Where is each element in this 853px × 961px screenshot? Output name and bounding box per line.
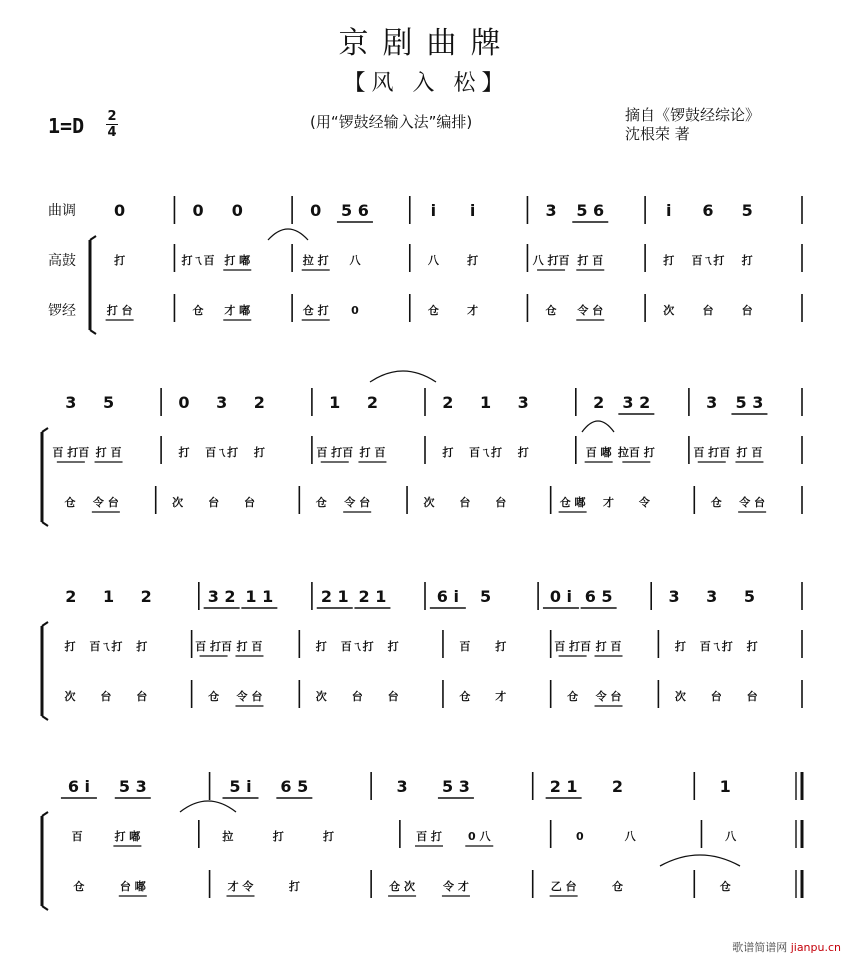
drum-syllable: 八 打百 xyxy=(532,254,570,267)
slur xyxy=(582,421,614,432)
gong-syllable: 令 台 xyxy=(739,496,766,509)
gong-syllable: 台 xyxy=(208,496,220,509)
gong-syllable: 仓 xyxy=(719,880,731,893)
melody-note: 3 xyxy=(517,393,529,412)
drum-syllable: 0 八 xyxy=(468,830,491,843)
watermark-text: 歌谱简谱网 xyxy=(732,941,788,954)
drum-syllable: 百 打 xyxy=(416,830,442,843)
gong-syllable: 次 xyxy=(64,690,76,703)
gong-syllable: 台 xyxy=(100,690,112,703)
gong-syllable: 次 xyxy=(674,690,686,703)
drum-syllable: 打 xyxy=(674,640,686,653)
source-author: 沈根荣 著 xyxy=(625,125,690,143)
melody-note: 3 2 xyxy=(207,587,236,606)
time-bottom: 4 xyxy=(107,125,117,140)
melody-note: 3 xyxy=(396,777,408,796)
bracket-hook xyxy=(42,906,48,910)
gong-syllable: 才 xyxy=(467,304,479,317)
bracket-hook xyxy=(42,522,48,526)
drum-syllable: 百ㄟ打 xyxy=(340,640,374,653)
row-label-melody: 曲调 xyxy=(48,203,76,219)
drum-syllable: 打 xyxy=(663,254,675,267)
drum-syllable: 八 xyxy=(427,254,439,267)
melody-note: 1 xyxy=(719,777,731,796)
gong-syllable: 台 xyxy=(243,496,255,509)
melody-note: 1 xyxy=(479,393,492,412)
gong-syllable: 台 嘟 xyxy=(119,880,146,893)
melody-note: 0 i xyxy=(549,587,573,606)
input-method-note: (用“锣鼓经输入法”编排) xyxy=(310,113,473,131)
drum-syllable: 打 百 xyxy=(359,446,386,459)
melody-note: 0 xyxy=(192,201,204,220)
bracket-hook xyxy=(90,330,96,334)
gong-syllable: 才 xyxy=(495,690,507,703)
gong-syllable: 台 xyxy=(387,690,399,703)
gong-syllable: 台 xyxy=(746,690,758,703)
melody-note: 5 3 xyxy=(735,393,764,412)
drum-syllable: 打 xyxy=(495,640,507,653)
drum-syllable: 打 百 xyxy=(595,640,622,653)
gong-syllable: 令 台 xyxy=(236,690,263,703)
melody-note: 2 xyxy=(140,587,152,606)
gong-syllable: 0 xyxy=(351,304,359,317)
gong-syllable: 仓 xyxy=(710,496,722,509)
melody-note: 3 xyxy=(668,587,680,606)
melody-note: 5 xyxy=(102,393,115,412)
gong-syllable: 台 xyxy=(136,690,148,703)
melody-note: 5 i xyxy=(229,777,252,796)
bracket-hook xyxy=(42,812,48,816)
gong-syllable: 仓 xyxy=(64,496,76,509)
drum-syllable: 八 xyxy=(725,830,737,843)
melody-note: 0 xyxy=(114,201,126,220)
gong-syllable: 仓 xyxy=(545,304,557,317)
melody-note: 5 3 xyxy=(442,777,470,796)
watermark xyxy=(732,939,841,955)
row-label-drum: 高鼓 xyxy=(48,253,76,269)
bracket-hook xyxy=(90,236,96,240)
melody-note: 2 xyxy=(366,393,379,412)
gong-syllable: 打 xyxy=(288,880,300,893)
drum-syllable: 百 打百 xyxy=(693,446,731,459)
melody-note: 5 xyxy=(743,587,756,606)
melody-note: 1 xyxy=(329,393,341,412)
drum-syllable: 打 嘟 xyxy=(224,254,251,267)
melody-note: 3 xyxy=(65,393,77,412)
drum-syllable: 打 嘟 xyxy=(114,830,141,843)
melody-note: 1 1 xyxy=(245,587,274,606)
melody-note: 1 xyxy=(102,587,115,606)
melody-note: 3 xyxy=(216,393,228,412)
drum-syllable: 打 百 xyxy=(236,640,263,653)
drum-syllable: 八 xyxy=(624,830,636,843)
melody-note: 3 xyxy=(706,587,718,606)
melody-note: 6 i xyxy=(67,777,91,796)
slur xyxy=(180,801,236,812)
drum-syllable: 百ㄟ打 xyxy=(205,446,239,459)
drum-syllable: 打 xyxy=(322,830,334,843)
melody-note: 6 i xyxy=(436,587,459,606)
drum-syllable: 打 xyxy=(387,640,399,653)
drum-syllable: 0 xyxy=(575,830,584,843)
drum-syllable: 打 百 xyxy=(95,446,122,459)
gong-syllable: 仓 xyxy=(459,690,471,703)
melody-note: 5 3 xyxy=(118,777,147,796)
drum-syllable: 打 百 xyxy=(736,446,763,459)
source-book: 摘自《锣鼓经综论》 xyxy=(625,106,761,124)
drum-syllable: 百ㄟ打 xyxy=(691,254,725,267)
gong-syllable: 才 令 xyxy=(227,880,254,893)
slur xyxy=(660,855,740,866)
gong-syllable: 次 xyxy=(663,304,675,317)
melody-note: i xyxy=(665,201,672,220)
gong-syllable: 令 xyxy=(638,496,650,509)
gong-syllable: 令 台 xyxy=(577,304,604,317)
drum-syllable: 打 xyxy=(741,254,753,267)
gong-syllable: 令 台 xyxy=(344,496,371,509)
bracket-hook xyxy=(42,622,48,626)
drum-syllable: 百 打百 xyxy=(316,446,354,459)
melody-note: 2 xyxy=(253,393,265,412)
drum-syllable: 打 xyxy=(253,446,265,459)
melody-note: 2 xyxy=(442,393,454,412)
drum-syllable: 百 xyxy=(71,830,83,843)
drum-syllable: 打 xyxy=(746,640,758,653)
drum-syllable: 百ㄟ打 xyxy=(469,446,503,459)
slur xyxy=(268,229,308,240)
melody-note: i xyxy=(430,201,437,220)
gong-syllable: 仓 次 xyxy=(389,880,415,893)
drum-syllable: 百 打百 xyxy=(195,640,232,653)
gong-syllable: 次 xyxy=(423,496,435,509)
gong-syllable: 仓 xyxy=(567,690,579,703)
gong-syllable: 仓 xyxy=(192,304,204,317)
drum-syllable: 打 xyxy=(178,446,190,459)
melody-note: 3 xyxy=(706,393,718,412)
gong-syllable: 仓 xyxy=(612,880,623,893)
drum-syllable: 百 嘟 xyxy=(585,446,612,459)
drum-syllable: 百 打百 xyxy=(52,446,90,459)
drum-syllable: 打 百 xyxy=(577,254,604,267)
melody-note: 6 5 xyxy=(280,777,309,796)
drum-syllable: 拉 xyxy=(222,830,234,843)
drum-syllable: 打 xyxy=(136,640,148,653)
gong-syllable: 仓 xyxy=(208,690,220,703)
melody-note: 3 2 xyxy=(622,393,651,412)
gong-syllable: 台 xyxy=(710,690,722,703)
melody-note: 0 xyxy=(178,393,190,412)
melody-note: 5 6 xyxy=(576,201,605,220)
drum-syllable: 打 xyxy=(442,446,454,459)
drum-syllable: 八 xyxy=(349,254,361,267)
drum-syllable: 拉百 打 xyxy=(617,446,655,459)
time-top: 2 xyxy=(107,109,117,124)
piece-subtitle: 【风 入 松】 xyxy=(343,71,510,96)
melody-note: 5 xyxy=(479,587,492,606)
gong-syllable: 仓 xyxy=(427,304,439,317)
drum-syllable: 打 xyxy=(64,640,76,653)
drum-syllable: 拉 打 xyxy=(302,254,329,267)
drum-syllable: 百ㄟ打 xyxy=(699,640,733,653)
drum-syllable: 打ㄟ百 xyxy=(181,254,215,267)
gong-syllable: 台 xyxy=(702,304,714,317)
melody-note: 2 xyxy=(65,587,77,606)
gong-syllable: 台 xyxy=(459,496,471,509)
gong-syllable: 乙 台 xyxy=(550,880,577,893)
melody-note: 2 1 xyxy=(320,587,349,606)
gong-syllable: 次 xyxy=(172,496,184,509)
melody-note: 5 xyxy=(741,201,753,220)
gong-syllable: 仓 xyxy=(315,496,327,509)
gong-syllable: 仓 嘟 xyxy=(559,496,586,509)
drum-syllable: 百 xyxy=(459,640,471,653)
drum-syllable: 百 打百 xyxy=(554,640,592,653)
melody-note: 6 5 xyxy=(584,587,613,606)
row-label-gong: 锣经 xyxy=(48,303,76,319)
gong-syllable: 令 才 xyxy=(443,880,469,893)
key-signature: 1=D xyxy=(48,114,85,138)
gong-syllable: 次 xyxy=(315,690,327,703)
melody-note: 5 6 xyxy=(341,201,369,220)
melody-note: 0 xyxy=(231,201,243,220)
gong-syllable: 令 台 xyxy=(92,496,119,509)
melody-note: 2 xyxy=(593,393,605,412)
gong-syllable: 台 xyxy=(351,690,363,703)
melody-note: 2 xyxy=(611,777,624,796)
gong-syllable: 令 台 xyxy=(595,690,622,703)
melody-note: 3 xyxy=(545,201,557,220)
melody-note: i xyxy=(469,201,476,220)
gong-syllable: 台 xyxy=(741,304,753,317)
gong-syllable: 才 xyxy=(603,496,615,509)
bracket-hook xyxy=(42,716,48,720)
melody-note: 2 1 xyxy=(549,777,578,796)
melody-note: 2 1 xyxy=(358,587,387,606)
drum-syllable: 打 xyxy=(467,254,479,267)
drum-syllable: 打 xyxy=(272,830,284,843)
melody-note: 0 xyxy=(310,201,322,220)
slur xyxy=(370,371,436,382)
gong-syllable: 才 嘟 xyxy=(224,304,251,317)
drum-syllable: 打 xyxy=(315,640,327,653)
gong-syllable: 打 台 xyxy=(106,304,133,317)
gong-syllable: 仓 xyxy=(73,880,85,893)
bracket-hook xyxy=(42,428,48,432)
page-title: 京剧曲牌 xyxy=(338,26,515,61)
drum-syllable: 百ㄟ打 xyxy=(89,640,123,653)
gong-syllable: 台 xyxy=(495,496,507,509)
gong-syllable: 仓 打 xyxy=(302,304,329,317)
drum-syllable: 打 xyxy=(114,254,126,267)
melody-note: 6 xyxy=(702,201,714,220)
drum-syllable: 打 xyxy=(517,446,529,459)
watermark-url: jianpu.cn xyxy=(790,941,841,954)
